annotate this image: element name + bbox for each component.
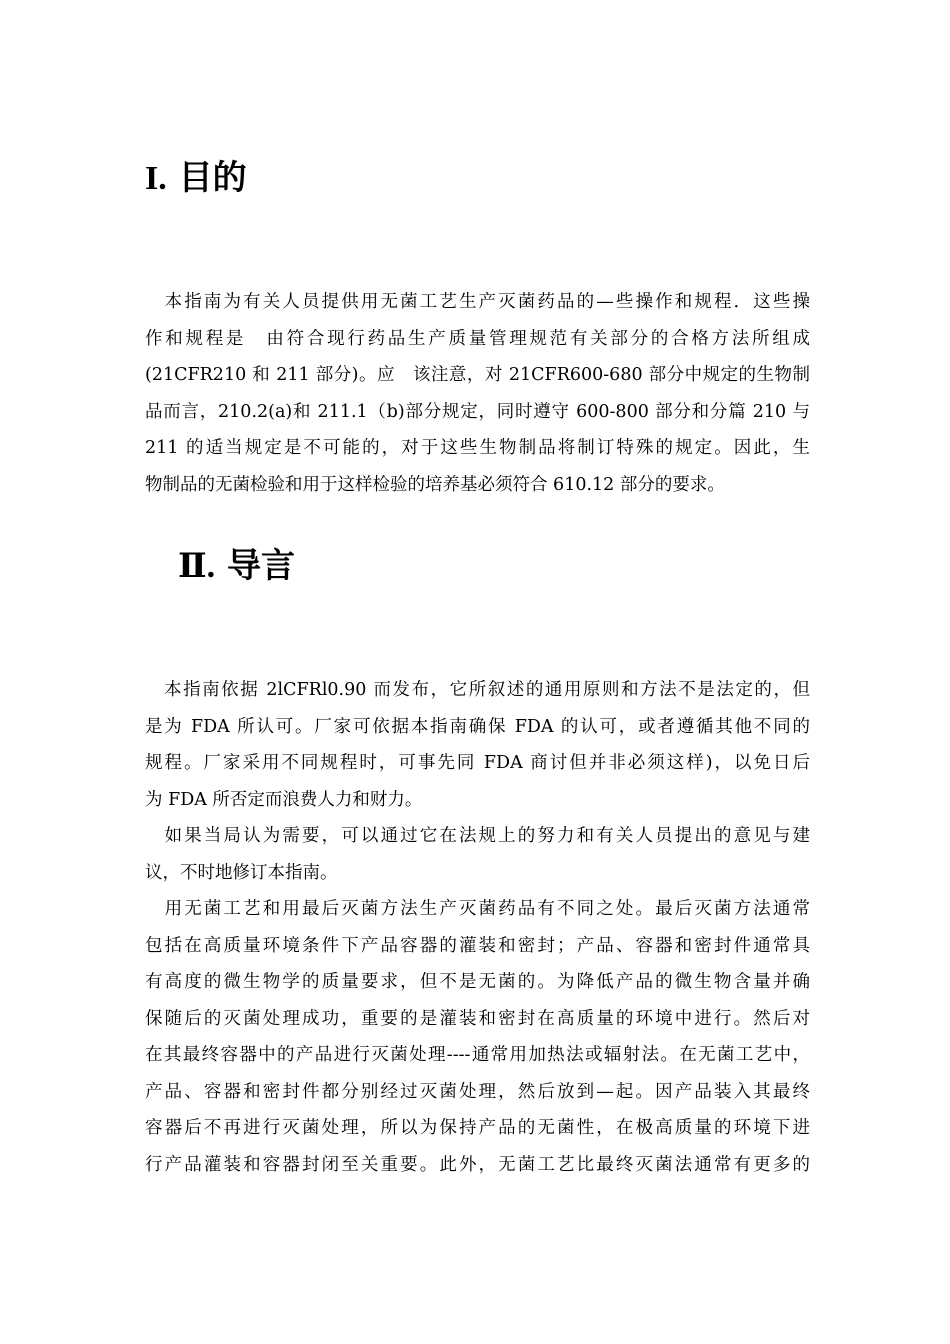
text-line: 品而言，210.2(a)和 211.1（b)部分规定，同时遵守 600-800 部分和分篇 210 与 xyxy=(145,401,810,422)
text-line: 作和规程是 由符合现行药品生产质量管理规范有关部分的合格方法所组成 xyxy=(145,328,810,349)
text-line: 包括在高质量环境条件下产品容器的灌装和密封；产品、容器和密封件通常具 xyxy=(145,935,810,956)
purpose-paragraph xyxy=(145,284,810,503)
text-line: (21CFR210 和 211 部分)。应 该注意，对 21CFR600-680 部分中规定的生物制 xyxy=(145,365,810,385)
text-line: 保随后的灭菌处理成功，重要的是灌装和密封在高质量的环境中进行。然后对 xyxy=(145,1008,810,1029)
intro-paragraph-1 xyxy=(145,672,810,818)
text-line: 211 的适当规定是不可能的，对于这些生物制品将制订特殊的规定。因此，生 xyxy=(145,438,810,458)
text-line: 本指南依据 2lCFRl0.90 而发布，它所叙述的通用原则和方法不是法定的，但 xyxy=(145,680,810,700)
section-number: I. xyxy=(145,160,167,197)
text-line: 产品、容器和密封件都分别经过灭菌处理，然后放到—起。因产品装入其最终 xyxy=(145,1081,810,1102)
section-number: Ⅱ. xyxy=(178,548,216,585)
section-heading-purpose xyxy=(145,158,247,199)
text-line: 物制品的无菌检验和用于这样检验的培养基必须符合 610.12 部分的要求。 xyxy=(145,474,725,495)
text-line: 容器后不再进行灭菌处理，所以为保持产品的无菌性，在极高质量的环境下进 xyxy=(145,1118,810,1138)
text-line: 规程。厂家采用不同规程时，可事先同 FDA 商讨但并非必须这样)，以免日后 xyxy=(145,753,810,773)
intro-paragraph-2 xyxy=(145,818,810,891)
text-line: 为 FDA 所否定而浪费人力和财力。 xyxy=(145,789,423,810)
section-heading-introduction xyxy=(178,546,295,587)
text-line: 用无菌工艺和用最后灭菌方法生产灭菌药品有不同之处。最后灭菌方法通常 xyxy=(145,899,810,919)
section-title: 目的 xyxy=(178,158,247,198)
text-line: 如果当局认为需要，可以通过它在法规上的努力和有关人员提出的意见与建 xyxy=(145,826,810,846)
text-line: 有高度的微生物学的质量要求，但不是无菌的。为降低产品的微生物含量并确 xyxy=(145,972,810,992)
text-line: 议，不时地修订本指南。 xyxy=(145,862,338,883)
text-line: 在其最终容器中的产品进行灭菌处理----通常用加热法或辐射法。在无菌工艺中， xyxy=(145,1045,810,1065)
section-title: 导言 xyxy=(227,546,295,586)
text-line: 是为 FDA 所认可。厂家可依据本指南确保 FDA 的认可，或者遵循其他不同的 xyxy=(145,716,810,737)
text-line: 行产品灌装和容器封闭至关重要。此外，无菌工艺比最终灭菌法通常有更多的 xyxy=(145,1154,810,1175)
text-line: 本指南为有关人员提供用无菌工艺生产灭菌药品的—些操作和规程．这些操 xyxy=(145,292,810,312)
intro-paragraph-3 xyxy=(145,891,810,1183)
